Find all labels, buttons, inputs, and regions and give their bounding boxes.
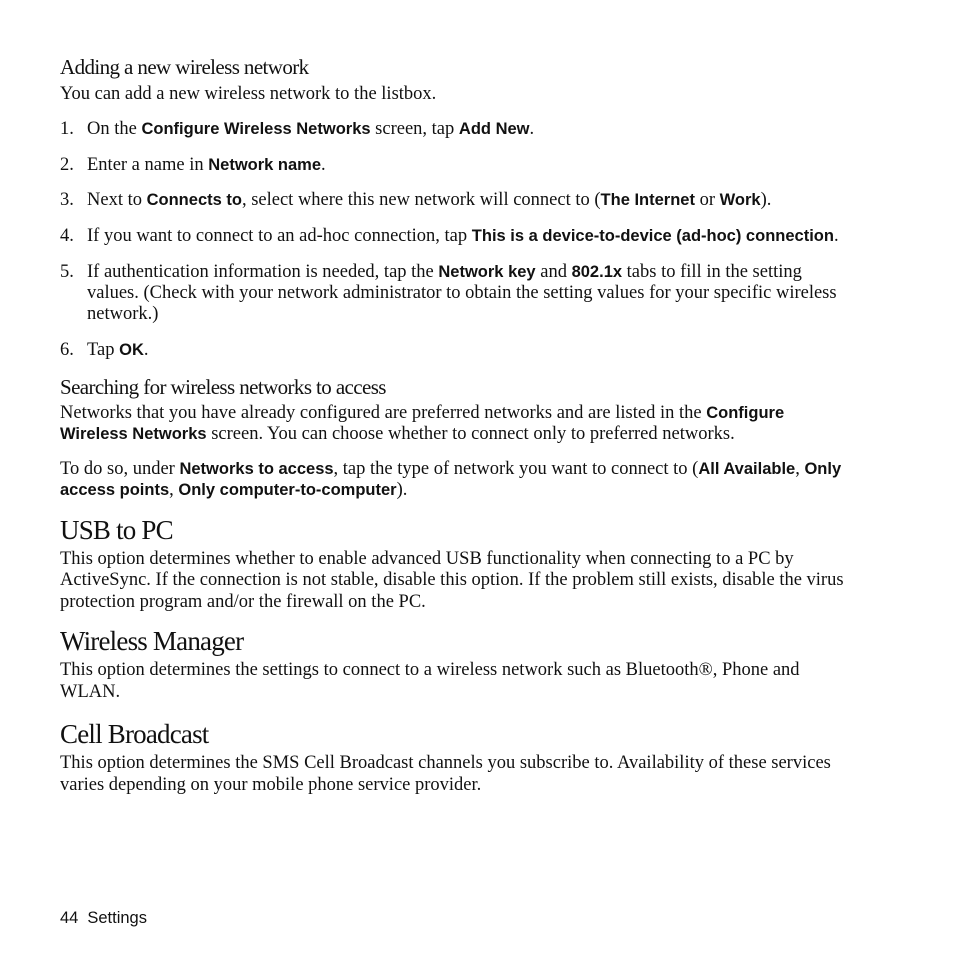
footer-section-title: Settings [87, 909, 147, 927]
page-footer [60, 909, 147, 928]
list-item: 3. Next to Connects to, select where this new network will connect to (The Internet or Work). [60, 189, 772, 210]
heading-wireless-manager: Wireless Manager [60, 626, 244, 656]
heading-cell-broadcast: Cell Broadcast [60, 719, 209, 749]
list-item: 5. If authentication information is needed, tap the Network key and 802.1x tabs to fill in the setting values. (Check with your network administrator to obtain the setting values for your specific wireless network.) [60, 261, 837, 324]
heading-adding-network: Adding a new wireless network [60, 55, 309, 79]
adding-steps-list [60, 119, 850, 361]
cell-broadcast-paragraph: This option determines the SMS Cell Broadcast channels you subscribe to. Availability of these services varies depending on your mobile phone service provider. [60, 753, 831, 795]
page-number: 44 [60, 909, 79, 927]
searching-paragraph-1: Networks that you have already configured are preferred networks and are listed in the Configure Wireless Networks screen. You can choose whether to connect only to preferred networks. [60, 402, 785, 444]
usb-paragraph: This option determines whether to enable advanced USB functionality when connecting to a PC by ActiveSync. If the connection is not stable, disable this option. If the problem still exists, disable the virus protection program and/or the firewall on the PC. [60, 548, 844, 612]
searching-paragraph-2: To do so, under Networks to access, tap the type of network you want to connect to (All Available, Only access points, Only computer-to-computer). [60, 458, 842, 500]
wireless-manager-paragraph: This option determines the settings to connect to a wireless network such as Bluetooth®, Phone and WLAN. [60, 660, 800, 702]
list-item: 6. Tap OK. [60, 339, 149, 360]
list-item: 1. On the Configure Wireless Networks screen, tap Add New. [60, 118, 535, 139]
list-item: 2. Enter a name in Network name. [60, 154, 326, 175]
adding-intro: You can add a new wireless network to the listbox. [60, 84, 437, 104]
heading-usb-to-pc: USB to PC [60, 514, 173, 545]
document-page [60, 54, 850, 796]
list-item: 4. If you want to connect to an ad-hoc connection, tap This is a device-to-device (ad-hoc) connection. [60, 225, 839, 246]
heading-searching-networks: Searching for wireless networks to access [60, 374, 386, 399]
